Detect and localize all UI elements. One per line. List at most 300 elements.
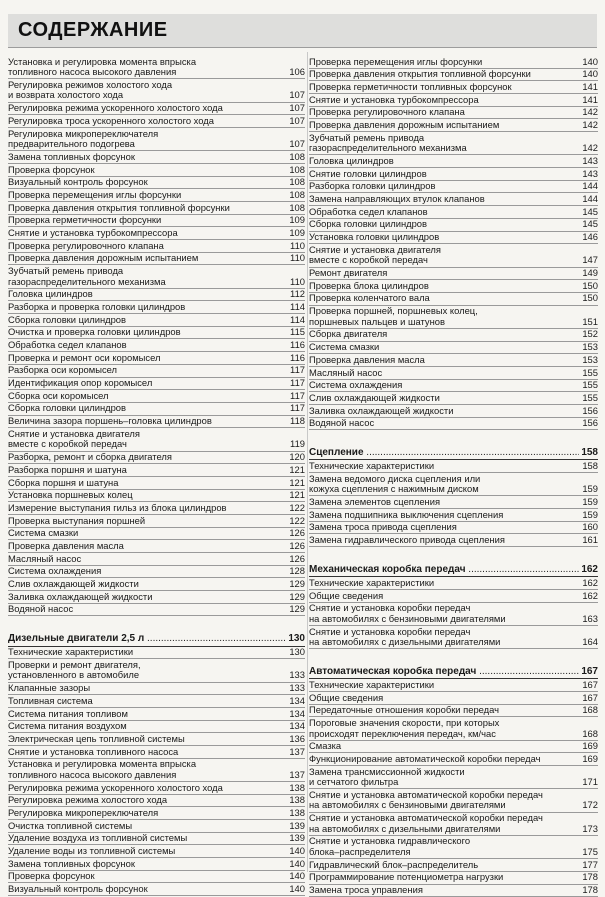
- toc-entry-page-number: 107: [287, 139, 305, 150]
- toc-entry: [8, 403, 305, 416]
- toc-entry-label: Установка головки цилиндров: [309, 232, 580, 243]
- toc-entry: [8, 289, 305, 302]
- toc-entry-label: Замена топливных форсунок: [8, 152, 287, 163]
- toc-entry-page-number: 128: [287, 566, 305, 577]
- toc-entry-label: Проверка перемещения иглы форсунки: [309, 57, 580, 68]
- toc-entry: [309, 705, 598, 718]
- toc-entry: [309, 418, 598, 431]
- toc-entry-page-number: 112: [288, 289, 305, 300]
- toc-entry: [309, 753, 598, 766]
- column-divider: [307, 52, 308, 872]
- toc-entry: [309, 306, 598, 329]
- toc-entry-page-number: 108: [287, 203, 305, 214]
- toc-entry-page-number: 146: [580, 232, 598, 243]
- toc-entry: [8, 659, 305, 682]
- toc-entry-page-number: 133: [287, 683, 305, 694]
- toc-entry-page-number: 158: [579, 447, 598, 459]
- toc-entry-page-number: 175: [580, 847, 598, 858]
- toc-entry: [309, 859, 598, 872]
- toc-entry-label: Регулировка режима ускоренного холостого хода: [8, 103, 287, 114]
- toc-entry: [8, 253, 305, 266]
- toc-entry: [8, 215, 305, 228]
- toc-entry-page-number: 151: [580, 317, 598, 328]
- toc-entry: [309, 590, 598, 603]
- toc-entry-page-number: 106: [287, 67, 305, 78]
- toc-entry: [309, 367, 598, 380]
- toc-entry-page-number: 139: [287, 833, 305, 844]
- toc-entry-label: Идентификация опор коромысел: [8, 378, 288, 389]
- toc-entry-label: Технические характеристики: [309, 578, 580, 589]
- toc-entry-page-number: 153: [580, 355, 598, 366]
- toc-entry-page-number: 140: [287, 846, 305, 857]
- toc-entry-page-number: 150: [580, 281, 598, 292]
- toc-entry: [8, 352, 305, 365]
- toc-entry-label: Разборка и проверка головки цилиндров: [8, 302, 288, 313]
- toc-entry-page-number: 141: [580, 95, 598, 106]
- toc-entry-page-number: 159: [580, 484, 598, 495]
- toc-entry-label: Система охлаждения: [309, 380, 580, 391]
- toc-entry-label: Сборка двигателя: [309, 329, 580, 340]
- toc-entry: [309, 155, 598, 168]
- toc-entry: [309, 181, 598, 194]
- toc-entry: [8, 820, 305, 833]
- toc-entry: [8, 490, 305, 503]
- toc-entry: [8, 515, 305, 528]
- toc-entry: [309, 280, 598, 293]
- toc-entry-label: Регулировка троса ускоренного холостого хода: [8, 116, 287, 127]
- toc-entry-label: Проверка давления дорожным испытанием: [8, 253, 288, 264]
- toc-entry-page-number: 126: [287, 554, 305, 565]
- toc-entry-page-number: 141: [580, 82, 598, 93]
- toc-entry-label: Проверка давления дорожным испытанием: [309, 120, 580, 131]
- toc-entry: [309, 522, 598, 535]
- toc-entry-label: Разборка головки цилиндров: [309, 181, 580, 192]
- toc-entry-label: Замена элементов сцепления: [309, 497, 580, 508]
- toc-entry-label: Сборка головки цилиндров: [309, 219, 580, 230]
- toc-entry-page-number: 108: [287, 165, 305, 176]
- toc-entry-label: Установка и регулировка момента впрыска топливного насоса высокого давления: [8, 759, 287, 780]
- toc-entry-page-number: 140: [580, 69, 598, 80]
- toc-entry-page-number: 169: [580, 741, 598, 752]
- toc-entry-page-number: 162: [580, 591, 598, 602]
- toc-entry: [309, 392, 598, 405]
- toc-entry: [309, 193, 598, 206]
- toc-entry-label: Проверка и ремонт оси коромысел: [8, 353, 288, 364]
- toc-entry-label: Замена трансмиссионной жидкости и сетчатого фильтра: [309, 767, 580, 788]
- toc-entry-page-number: 118: [288, 416, 305, 427]
- toc-entry-label: Величина зазора поршень–головка цилиндров: [8, 416, 288, 427]
- toc-entry: [8, 79, 305, 102]
- toc-entry-label: Снятие и установка турбокомпрессора: [309, 95, 580, 106]
- toc-entry: [8, 807, 305, 820]
- toc-entry-page-number: 171: [580, 777, 598, 788]
- toc-entry-page-number: 114: [288, 302, 305, 313]
- toc-entry: [8, 128, 305, 151]
- toc-entry-page-number: 155: [580, 380, 598, 391]
- toc-entry: [8, 833, 305, 846]
- toc-entry: [8, 871, 305, 884]
- toc-section-heading: [309, 563, 598, 577]
- toc-entry: [8, 759, 305, 782]
- toc-entry-label: Пороговые значения скорости, при которых происходят переключения передач, км/час: [309, 718, 580, 739]
- toc-entry-page-number: 136: [287, 734, 305, 745]
- toc-entry-page-number: 144: [580, 181, 598, 192]
- toc-entry-page-number: 107: [287, 116, 305, 127]
- toc-entry: [309, 813, 598, 836]
- toc-entry-page-number: 108: [287, 152, 305, 163]
- toc-entry: [8, 733, 305, 746]
- toc-entry-label: Сборка головки цилиндров: [8, 403, 288, 414]
- toc-entry-page-number: 155: [580, 368, 598, 379]
- toc-section-heading: [309, 446, 598, 460]
- toc-entry: [8, 464, 305, 477]
- toc-entry-page-number: 159: [580, 497, 598, 508]
- toc-entry: [8, 240, 305, 253]
- toc-entry: [8, 883, 305, 896]
- toc-entry-page-number: 109: [287, 215, 305, 226]
- toc-entry-label: Проверка герметичности топливных форсунок: [309, 82, 580, 93]
- toc-entry-label: Замена подшипника выключения сцепления: [309, 510, 580, 521]
- toc-entry-page-number: 140: [287, 859, 305, 870]
- toc-entry: [309, 741, 598, 754]
- toc-entry-page-number: 129: [287, 604, 305, 615]
- toc-entry-label: Снятие и установка автоматической коробки передач на автомобилях с бензиновыми двигателями: [309, 790, 580, 811]
- toc-entry: [309, 789, 598, 812]
- toc-entry-page-number: 173: [580, 824, 598, 835]
- toc-entry-label: Проверка давления открытия топливной форсунки: [309, 69, 580, 80]
- toc-entry-label: Гидравлический блок–распределитель: [309, 860, 580, 871]
- toc-entry: [8, 452, 305, 465]
- toc-entry-page-number: 144: [580, 194, 598, 205]
- toc-entry-label: Электрическая цепь топливной системы: [8, 734, 287, 745]
- toc-entry-label: Установка поршневых колец: [8, 490, 287, 501]
- toc-entry-label: Регулировка микропереключателя предварительного подогрева: [8, 129, 287, 150]
- toc-entry: [8, 708, 305, 721]
- toc-entry-label: Система питания воздухом: [8, 721, 287, 732]
- toc-entry: [8, 301, 305, 314]
- toc-entry-page-number: 137: [287, 747, 305, 758]
- toc-entry-label: Проверка форсунок: [8, 871, 287, 882]
- toc-entry-page-number: 168: [580, 705, 598, 716]
- toc-entry: [8, 528, 305, 541]
- toc-entry-label: Удаление воды из топливной системы: [8, 846, 287, 857]
- toc-entry-label: Регулировка режима ускоренного холостого хода: [8, 783, 287, 794]
- toc-entry-page-number: 138: [287, 808, 305, 819]
- toc-entry: [309, 405, 598, 418]
- toc-entry-page-number: 138: [287, 783, 305, 794]
- toc-entry: [309, 107, 598, 120]
- toc-entry: [309, 219, 598, 232]
- toc-entry-label: Система смазки: [8, 528, 287, 539]
- toc-entry: [8, 115, 305, 128]
- toc-entry: [8, 314, 305, 327]
- toc-entry: [8, 265, 305, 288]
- toc-entry-page-number: 121: [287, 465, 305, 476]
- toc-entry: [309, 206, 598, 219]
- toc-entry-label: Проверка блока цилиндров: [309, 281, 580, 292]
- toc-entry-label: Снятие и установка двигателя вместе с коробкой передач: [309, 245, 580, 266]
- toc-entry-page-number: 172: [580, 800, 598, 811]
- toc-entry-label: Проверка герметичности форсунки: [8, 215, 287, 226]
- toc-entry-page-number: 140: [287, 871, 305, 882]
- toc-entry-label: Проверка коленчатого вала: [309, 293, 580, 304]
- toc-entry-label: Система смазки: [309, 342, 580, 353]
- toc-entry: [309, 717, 598, 740]
- toc-entry-page-number: 119: [288, 439, 305, 450]
- toc-entry: [8, 695, 305, 708]
- toc-entry-page-number: 122: [287, 503, 305, 514]
- toc-entry-page-number: 129: [287, 592, 305, 603]
- toc-entry: [309, 679, 598, 692]
- toc-entry-page-number: 145: [580, 219, 598, 230]
- toc-entry-page-number: 143: [580, 156, 598, 167]
- toc-entry: [309, 534, 598, 547]
- toc-entry-label: Система охлаждения: [8, 566, 287, 577]
- toc-entry-page-number: 107: [287, 90, 305, 101]
- toc-entry: [309, 473, 598, 496]
- toc-entry: [8, 553, 305, 566]
- toc-entry-label: Проверки и ремонт двигателя, установленного в автомобиле: [8, 660, 287, 681]
- toc-entry-label: Разборка оси коромысел: [8, 365, 288, 376]
- toc-entry-label: Обработка седел клапанов: [309, 207, 580, 218]
- toc-entry-page-number: 152: [580, 329, 598, 340]
- toc-entry-label: Передаточные отношения коробки передач: [309, 705, 580, 716]
- toc-entry-label: Смазка: [309, 741, 580, 752]
- toc-entry: [8, 540, 305, 553]
- toc-entry: [309, 268, 598, 281]
- toc-entry-page-number: 130: [286, 633, 305, 645]
- toc-entry-label: Разборка поршня и шатуна: [8, 465, 287, 476]
- toc-entry-label: Замена троса управления: [309, 885, 580, 896]
- toc-entry-page-number: 117: [288, 378, 305, 389]
- toc-entry: [309, 244, 598, 267]
- toc-entry: [8, 378, 305, 391]
- toc-entry-label: Удаление воздуха из топливной системы: [8, 833, 287, 844]
- toc-entry-label: Установка и регулировка момента впрыска топливного насоса высокого давления: [8, 57, 287, 78]
- toc-entry-label: Снятие и установка двигателя вместе с коробкой передач: [8, 429, 288, 450]
- toc-entry-page-number: 108: [287, 190, 305, 201]
- toc-entry: [8, 746, 305, 759]
- toc-entry: [8, 177, 305, 190]
- toc-entry-label: Заливка охлаждающей жидкости: [309, 406, 580, 417]
- toc-entry-label: Слив охлаждающей жидкости: [309, 393, 580, 404]
- toc-entry-page-number: 129: [287, 579, 305, 590]
- toc-entry-page-number: 140: [287, 884, 305, 895]
- toc-entry-label: Технические характеристики: [309, 461, 580, 472]
- toc-entry-page-number: 169: [580, 754, 598, 765]
- toc-entry-label: Клапанные зазоры: [8, 683, 287, 694]
- toc-entry-label: Обработка седел клапанов: [8, 340, 288, 351]
- toc-entry: [309, 460, 598, 473]
- toc-entry: [309, 626, 598, 649]
- toc-entry-label: Проверка давления масла: [8, 541, 287, 552]
- toc-entry-label: Визуальный контроль форсунок: [8, 884, 287, 895]
- toc-entry-page-number: 142: [580, 107, 598, 118]
- toc-entry-label: Сборка головки цилиндров: [8, 315, 288, 326]
- toc-entry: [309, 766, 598, 789]
- toc-entry-label: Регулировка режимов холостого хода и возврата холостого хода: [8, 80, 287, 101]
- toc-entry-label: Автоматическая коробка передач .....: [309, 666, 579, 678]
- toc-entry: [8, 416, 305, 429]
- toc-entry-page-number: 114: [288, 315, 305, 326]
- toc-entry-label: Сборка оси коромысел: [8, 391, 288, 402]
- toc-entry-page-number: 130: [287, 647, 305, 658]
- toc-entry-page-number: 155: [580, 393, 598, 404]
- toc-entry: [8, 477, 305, 490]
- toc-entry-page-number: 142: [580, 143, 598, 154]
- toc-right-column: [309, 56, 598, 897]
- toc-entry-page-number: 167: [579, 666, 598, 678]
- toc-entry-page-number: 164: [580, 637, 598, 648]
- toc-entry-label: Снятие головки цилиндров: [309, 169, 580, 180]
- toc-entry-label: Снятие и установка автоматической коробки передач на автомобилях с дизельными двигателями: [309, 813, 580, 834]
- toc-entry: [8, 845, 305, 858]
- toc-entry-label: Функционирование автоматической коробки передач: [309, 754, 580, 765]
- toc-entry-label: Регулировка режима холостого хода: [8, 795, 287, 806]
- toc-entry: [309, 354, 598, 367]
- toc-entry-page-number: 134: [287, 709, 305, 720]
- toc-entry-page-number: 133: [287, 670, 305, 681]
- toc-entry-page-number: 126: [287, 528, 305, 539]
- toc-entry-label: Измерение выступания гильз из блока цилиндров: [8, 503, 287, 514]
- toc-entry-page-number: 134: [287, 696, 305, 707]
- toc-entry-page-number: 120: [287, 452, 305, 463]
- toc-entry-label: Головка цилиндров: [309, 156, 580, 167]
- toc-entry-page-number: 116: [288, 340, 305, 351]
- toc-entry: [8, 795, 305, 808]
- toc-entry-label: Водяной насос: [309, 418, 580, 429]
- toc-entry-label: Разборка, ремонт и сборка двигателя: [8, 452, 287, 463]
- toc-entry-label: Визуальный контроль форсунок: [8, 177, 287, 188]
- toc-entry: [8, 858, 305, 871]
- toc-entry-label: Программирование потенциометра нагрузки: [309, 872, 580, 883]
- toc-entry-label: Проверка форсунок: [8, 165, 287, 176]
- toc-entry-label: Регулировка микропереключателя: [8, 808, 287, 819]
- toc-entry-page-number: 134: [287, 721, 305, 732]
- toc-entry-label: Снятие и установка турбокомпрессора: [8, 228, 287, 239]
- toc-entry: [309, 603, 598, 626]
- toc-entry: [309, 293, 598, 306]
- toc-entry-label: Замена направляющих втулок клапанов: [309, 194, 580, 205]
- toc-entry: [8, 647, 305, 660]
- toc-entry-label: Механическая коробка передач .....: [309, 564, 579, 576]
- toc-entry-page-number: 153: [580, 342, 598, 353]
- toc-entry-label: Очистка топливной системы: [8, 821, 287, 832]
- toc-entry-page-number: 159: [580, 510, 598, 521]
- toc-entry: [8, 164, 305, 177]
- toc-entry-label: Снятие и установка гидравлического блока–распределителя: [309, 836, 580, 857]
- toc-entry-label: Снятие и установка коробки передач на автомобилях с бензиновыми двигателями: [309, 603, 580, 624]
- toc-entry-label: Замена ведомого диска сцепления или кожуха сцепления с нажимным диском: [309, 474, 580, 495]
- toc-entry: [8, 721, 305, 734]
- toc-entry-label: Общие сведения: [309, 693, 580, 704]
- toc-entry-page-number: 138: [287, 795, 305, 806]
- toc-entry-label: Проверка давления открытия топливной форсунки: [8, 203, 287, 214]
- toc-entry: [8, 103, 305, 116]
- toc-entry: [8, 189, 305, 202]
- toc-entry-page-number: 139: [287, 821, 305, 832]
- toc-entry-label: Технические характеристики: [309, 680, 580, 691]
- toc-entry-label: Слив охлаждающей жидкости: [8, 579, 287, 590]
- toc-entry-page-number: 156: [580, 418, 598, 429]
- toc-entry-label: Масляный насос: [8, 554, 287, 565]
- toc-entry-label: Ремонт двигателя: [309, 268, 580, 279]
- toc-entry-page-number: 109: [287, 228, 305, 239]
- toc-entry: [309, 836, 598, 859]
- toc-entry-page-number: 143: [580, 169, 598, 180]
- toc-entry-page-number: 142: [580, 120, 598, 131]
- toc-entry-label: Очистка и проверка головки цилиндров: [8, 327, 288, 338]
- toc-entry-page-number: 168: [580, 729, 598, 740]
- toc-entry: [8, 390, 305, 403]
- toc-entry: [8, 428, 305, 451]
- toc-entry-page-number: 110: [288, 253, 305, 264]
- toc-section-heading: [8, 632, 305, 646]
- toc-entry: [309, 380, 598, 393]
- toc-entry: [8, 365, 305, 378]
- toc-entry-label: Проверка перемещения иглы форсунки: [8, 190, 287, 201]
- toc-entry-page-number: 117: [288, 391, 305, 402]
- toc-entry: [309, 119, 598, 132]
- toc-left-column: [8, 56, 305, 896]
- toc-entry-page-number: 177: [580, 860, 598, 871]
- toc-entry-label: Заливка охлаждающей жидкости: [8, 592, 287, 603]
- toc-entry: [309, 168, 598, 181]
- toc-entry-page-number: 167: [580, 680, 598, 691]
- toc-entry-label: Сцепление .....: [309, 447, 579, 459]
- toc-entry-page-number: 150: [580, 293, 598, 304]
- page-title: СОДЕРЖАНИЕ: [18, 19, 168, 42]
- toc-entry-label: Головка цилиндров: [8, 289, 288, 300]
- toc-entry-page-number: 178: [580, 885, 598, 896]
- toc-entry: [309, 692, 598, 705]
- toc-entry-label: Снятие и установка коробки передач на автомобилях с дизельными двигателями: [309, 627, 580, 648]
- toc-entry-page-number: 108: [287, 177, 305, 188]
- toc-entry: [309, 232, 598, 245]
- toc-entry: [309, 885, 598, 897]
- toc-entry-label: Система питания топливом: [8, 709, 287, 720]
- toc-entry-label: Замена троса привода сцепления: [309, 522, 580, 533]
- toc-entry: [309, 69, 598, 82]
- toc-entry: [8, 782, 305, 795]
- toc-entry-label: Масляный насос: [309, 368, 580, 379]
- toc-entry-label: Проверка регулировочного клапана: [8, 241, 288, 252]
- toc-entry-page-number: 126: [287, 541, 305, 552]
- toc-entry-page-number: 117: [288, 365, 305, 376]
- toc-section-heading: [309, 665, 598, 679]
- toc-entry-page-number: 162: [580, 578, 598, 589]
- toc-entry-page-number: 121: [287, 490, 305, 501]
- toc-entry-label: Сборка поршня и шатуна: [8, 478, 287, 489]
- toc-entry: [309, 94, 598, 107]
- page-header: [8, 14, 597, 48]
- toc-entry: [8, 327, 305, 340]
- toc-entry: [8, 502, 305, 515]
- toc-entry-label: Замена топливных форсунок: [8, 859, 287, 870]
- toc-entry: [309, 342, 598, 355]
- toc-entry-page-number: 137: [287, 770, 305, 781]
- toc-entry: [309, 329, 598, 342]
- toc-entry-label: Проверка регулировочного клапана: [309, 107, 580, 118]
- toc-entry: [8, 683, 305, 696]
- toc-entry-page-number: 122: [287, 516, 305, 527]
- toc-entry-label: Проверка выступания поршней: [8, 516, 287, 527]
- toc-entry-label: Проверка поршней, поршневых колец, поршневых пальцев и шатунов: [309, 306, 580, 327]
- toc-entry-page-number: 116: [288, 353, 305, 364]
- toc-entry-page-number: 117: [288, 403, 305, 414]
- toc-entry-label: Водяной насос: [8, 604, 287, 615]
- toc-entry: [8, 591, 305, 604]
